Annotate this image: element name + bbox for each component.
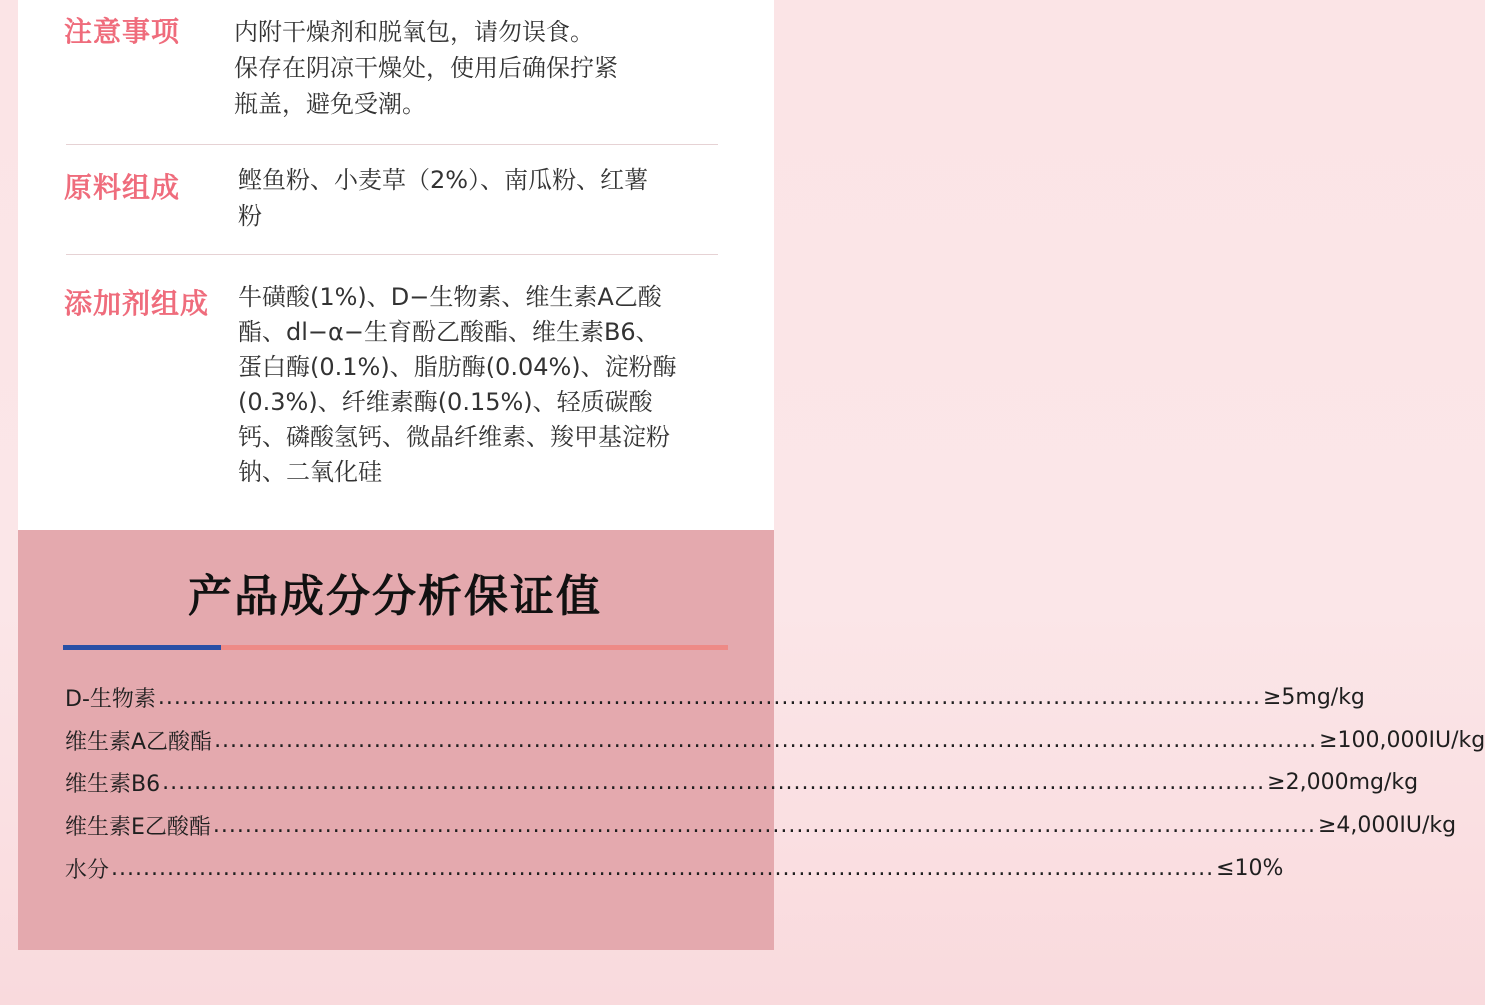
notes-line: 内附干燥剂和脱氧包，请勿误食。 [234,18,594,46]
divider [66,144,718,145]
dot-leader: .......................................................................................................................................... [162,769,1266,795]
dot-leader: .......................................................................................................................................... [214,727,1318,753]
spec-value: ≥100,000IU/kg [1319,727,1485,753]
additives-line: 钠、二氧化硅 [238,458,382,486]
notes-label: 注意事项 [64,15,181,48]
spec-row-biotin [65,679,1365,715]
analysis-title: 产品成分分析保证值 [188,571,602,622]
notes-line: 保存在阴凉干燥处，使用后确保拧紧 [234,54,618,82]
ingredients-text [238,162,648,234]
dot-leader: .......................................................................................................................................... [157,684,1261,710]
spec-value: ≥4,000IU/kg [1317,812,1457,838]
ingredients-line: 鲣鱼粉、小麦草（2%）、南瓜粉、红薯 [238,166,649,194]
dot-leader: .......................................................................................................................................... [212,812,1316,838]
spec-name: D-生物素 [65,686,156,712]
spec-value: ≥2,000mg/kg [1267,769,1419,795]
additives-line: 钙、磷酸氢钙、微晶纤维素、羧甲基淀粉 [238,423,670,451]
additives-label: 添加剂组成 [64,287,210,320]
spec-row-vitamin-a [65,722,1485,758]
spec-row-vitamin-e [65,807,1457,843]
title-underline-red [221,645,728,650]
additives-line: 酯、dl−α−生育酚乙酸酯、维生素B6、 [238,318,660,346]
divider [66,254,718,255]
additives-line: (0.3%)、纤维素酶(0.15%)、轻质碳酸 [238,388,653,416]
spec-value: ≤10% [1216,855,1284,881]
spec-name: 维生素E乙酸酯 [65,814,211,840]
title-underline-blue [63,645,221,650]
spec-row-vitamin-b6 [65,764,1419,800]
ingredients-label: 原料组成 [64,171,181,204]
spec-name: 维生素B6 [65,771,161,797]
additives-line: 牛磺酸(1%)、D−生物素、维生素A乙酸 [238,283,662,311]
spec-name: 水分 [65,857,110,883]
ingredients-line: 粉 [238,202,262,230]
notes-line: 瓶盖，避免受潮。 [234,90,426,118]
spec-value: ≥5mg/kg [1262,684,1365,710]
dot-leader: .......................................................................................................................................... [111,855,1215,881]
spec-name: 维生素A乙酸酯 [65,729,213,755]
info-panel [18,0,774,530]
additives-line: 蛋白酶(0.1%)、脂肪酶(0.04%)、淀粉酶 [238,353,677,381]
additives-text [238,280,677,490]
spec-row-moisture [65,850,1284,886]
notes-text [234,14,618,122]
